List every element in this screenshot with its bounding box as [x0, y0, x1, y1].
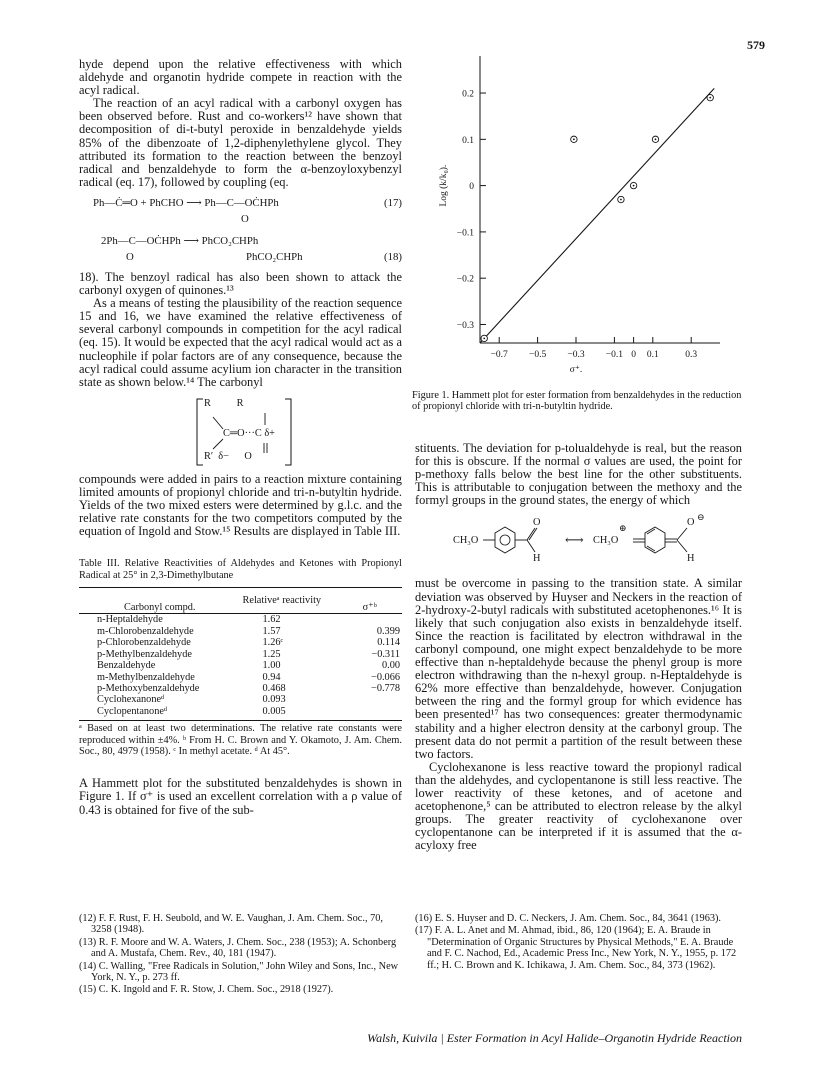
- equation-17-oxygen: [79, 213, 402, 227]
- data-point-center: [483, 337, 485, 339]
- table-cell: [337, 706, 402, 717]
- equation-number: (17): [384, 196, 402, 209]
- y-tick-label: −0.1: [456, 228, 474, 239]
- table-cell: Cyclopentanoneᵈ: [97, 705, 168, 717]
- table-cell: 0.399: [376, 625, 400, 637]
- references-right: [415, 913, 742, 972]
- table-cell: p-Methylbenzaldehyde: [97, 648, 192, 660]
- oxide-oxygen: O: [687, 517, 695, 529]
- paragraph: As a means of testing the plausibility of the reaction sequence 15 and 16, we have examined the relative effectiveness of several carbonyl compounds in competition for the acyl radical (eq. 15). It would be expected that the acyl radical would act as a nucleophile if polar factors are of any consequence, because the acyl radical could assume acylium ion character in the transition state as shown below.¹⁴ The carbonyl: [79, 296, 402, 389]
- table-cell: p-Chlorobenzaldehyde: [97, 637, 191, 649]
- table-cell: p-Methoxybenzaldehyde: [97, 682, 200, 694]
- vinyl-hydrogen: H: [687, 553, 695, 565]
- negative-charge: ⊖: [697, 512, 705, 523]
- y-tick-label: 0.1: [462, 135, 474, 146]
- equation-text: Ph—Ċ═O + PhCHO ⟶ Ph—C—OĊHPh: [93, 196, 279, 209]
- data-point-center: [633, 185, 635, 187]
- x-tick-label: 0.1: [646, 350, 659, 360]
- y-tick-label: −0.3: [456, 320, 474, 331]
- table-footnote: ᵃ Based on at least two determinations. The relative rate constants were reproduced within ±4%. ᵇ From H. C. Brown and Y. Okamoto, J. Am. Chem. Soc., 80, 4979 (1958). ᶜ In methyl acetate. ᵈ At 45°.: [79, 720, 402, 757]
- paragraph: Cyclohexanone is less reactive toward the propionyl radical than the aldehydes, and cyclopentanone is still less reactive. The lower reactivity of these ketones, and of acetone and acetophenone,⁵ can be attributed to electron release by the alkyl groups. The greater reactivity of cyclohexanone over cyclopentanone can be interpreted if it is assumed that the α-acyloxy free: [415, 759, 742, 853]
- table-cell: Cyclohexanoneᵈ: [97, 694, 165, 706]
- ts-line-3: R′ δ− O: [204, 450, 252, 462]
- data-point-center: [655, 138, 657, 140]
- paragraph: compounds were added in pairs to a reaction mixture containing limited amounts of propionyl chloride and tri-n-butyltin hydride. Yields of the two mixed esters were determined by g.l.c. and the relative rate constants for the two competitors computed by the equation of Ingold and Stow.¹⁵ Results are displayed in Table III.: [79, 471, 402, 539]
- right-column: [415, 442, 742, 852]
- table-body: [79, 614, 402, 717]
- table-cell: 0.94: [262, 671, 281, 683]
- reference: (16) E. S. Huyser and D. C. Neckers, J. Am. Chem. Soc., 84, 3641 (1963).: [415, 913, 722, 924]
- table-row: [79, 672, 402, 683]
- table-cell: 1.26ᶜ: [262, 637, 284, 649]
- left-column: [79, 58, 402, 817]
- equation-text: PhCO₂CHPh: [246, 250, 303, 263]
- equation-number: (18): [384, 250, 402, 263]
- data-point-center: [709, 97, 711, 99]
- equation-18: [79, 235, 402, 251]
- references-left: [79, 913, 402, 997]
- positive-charge: ⊕: [619, 523, 627, 534]
- resonance-right-label: CH₃O: [593, 535, 619, 547]
- y-axis-label: Log (k/k₀).: [439, 164, 449, 207]
- x-axis-label: σ⁺.: [569, 365, 583, 375]
- resonance-structures: [415, 512, 742, 569]
- table-cell: 1.57: [262, 625, 281, 637]
- figure-1: [410, 48, 745, 393]
- table-row: [79, 683, 402, 694]
- table-row: [79, 694, 402, 705]
- data-point-center: [573, 138, 575, 140]
- hammett-plot: [410, 48, 745, 388]
- x-tick-label: −0.3: [567, 350, 585, 360]
- y-tick-label: −0.2: [456, 274, 474, 285]
- page-number: 579: [747, 38, 765, 52]
- table-row: [79, 637, 402, 648]
- table-cell: −0.311: [371, 648, 400, 660]
- table-cell: 0.114: [377, 637, 400, 649]
- table-cell: 1.62: [262, 614, 281, 626]
- table-cell: 0.093: [262, 694, 286, 706]
- reference: (12) F. F. Rust, F. H. Seubold, and W. E. Vaughan, J. Am. Chem. Soc., 70, 3258 (1948).: [79, 913, 383, 936]
- reference: (17) F. A. L. Anet and M. Ahmad, ibid., 86, 120 (1964); E. A. Braude in "Determination of Organic Structures by Physical Methods," E. A. Braude and F. C. Nachod, Ed., Academic Press Inc., New York, N. Y., 1955, p. 172 ff.; H. C. Brown and K. Ichikawa, J. Am. Chem. Soc., 84, 373 (1962).: [415, 925, 737, 971]
- x-tick-label: −0.7: [490, 350, 508, 360]
- resonance-left-label: CH₃O: [453, 535, 479, 547]
- equation-17: [79, 197, 402, 213]
- paragraph: stituents. The deviation for p-tolualdehyde is real, but the reason for this is obscure. If the normal σ values are used, the point for p-methoxy falls below the best line for the other substituents. This is attributable to conjugation between the methoxy and the formyl groups in the ground states, the energy of which: [415, 441, 742, 508]
- paragraph: The reaction of an acyl radical with a carbonyl oxygen has been observed before. Rust and co-workers¹² have shown that decomposition of di-t-butyl peroxide in benzaldehyde yields 85% of the dibenzoate of 1,2-diphenylethylene glycol. They attributed its formation to the reaction between the benzoyl radical and benzaldehyde to form the α-benzoyloxybenzyl radical (eq. 17), followed by coupling (eq.: [79, 96, 402, 189]
- table-caption: Table III. Relative Reactivities of Aldehydes and Ketones with Propionyl Radical at 25° in 2,3-Dimethylbutane: [79, 558, 402, 581]
- carbonyl-oxygen: O: [533, 517, 541, 529]
- x-tick-label: −0.1: [605, 350, 624, 360]
- table-cell: n-Heptaldehyde: [97, 614, 163, 626]
- equation-text: O: [126, 250, 134, 263]
- x-tick-label: 0: [631, 350, 636, 360]
- table-cell: [337, 614, 402, 626]
- table-cell: [337, 694, 402, 705]
- table-cell: −0.778: [371, 682, 400, 694]
- x-tick-label: 0.3: [685, 350, 698, 360]
- data-point-center: [620, 199, 622, 201]
- table-cell: 1.00: [262, 660, 281, 672]
- equation-text: 2Ph—C—OĊHPh ⟶ PhCO₂CHPh: [101, 234, 259, 247]
- table-cell: 0.468: [262, 682, 286, 694]
- table-header: Carbonyl compd.: [124, 602, 196, 614]
- running-footer: Walsh, Kuivila | Ester Formation in Acyl Halide–Organotin Hydride Reaction: [367, 1031, 742, 1045]
- table-row: [79, 649, 402, 660]
- ts-line-1: R R: [204, 397, 244, 409]
- ts-line-2: C═O···C δ+: [223, 427, 275, 439]
- reactivity-table: [79, 587, 402, 717]
- table-row: [79, 660, 402, 671]
- table-row: [79, 706, 402, 717]
- table-cell: 0.005: [262, 705, 286, 717]
- table-row: [79, 614, 402, 626]
- paragraph: must be overcome in passing to the transition state. A similar deviation was observed by Huyser and Neckers in the reaction of 2-hydroxy-2-butyl radicals with substituted acetophenones.¹⁶ It is likely that such conjugation also exists in benzaldehyde itself. Since the reaction is facilitated by electron withdrawal in the carbonyl compound, one might expect benzaldehyde to be more effective than n-heptaldehyde because the phenyl group is more electron withdrawing than the n-hexyl group. n-Heptaldehyde is 62% more effective than benzaldehyde, however. Conjugation between the ring and the formyl group for which evidence has been presented¹⁷ has two consequences: greater thermodynamic stability and a higher electron density at the carbonyl group. The present data do not permit a partition of the result between these two factors.: [415, 576, 742, 761]
- reference: (15) C. K. Ingold and F. R. Stow, J. Chem. Soc., 2918 (1927).: [79, 984, 334, 996]
- table-cell: m-Chlorobenzaldehyde: [97, 625, 194, 637]
- equation-text: O: [241, 212, 249, 225]
- paragraph: 18). The benzoyl radical has also been shown to attack the carbonyl oxygen of quinones.¹³: [79, 269, 402, 298]
- reference: (13) R. F. Moore and W. A. Waters, J. Chem. Soc., 238 (1953); A. Schonberg and A. Mustafa, Chem. Rev., 40, 181 (1947).: [79, 936, 397, 960]
- paragraph: A Hammett plot for the substituted benzaldehydes is shown in Figure 1. If σ⁺ is used an excellent correlation with a ρ value of 0.43 is obtained for five of the sub-: [79, 776, 402, 817]
- resonance-arrow: ⟷: [565, 532, 584, 548]
- x-tick-label: −0.5: [528, 350, 547, 360]
- equation-18-line2: [79, 251, 402, 267]
- table-header: Relativeᵃ reactivity: [242, 595, 322, 607]
- transition-state-structure: [79, 395, 402, 469]
- table-cell: 0.00: [381, 660, 400, 672]
- table-cell: m-Methylbenzaldehyde: [97, 671, 195, 683]
- figure-caption: Figure 1. Hammett plot for ester formation from benzaldehydes in the reduction of propionyl chloride with tri-n-butyltin hydride.: [412, 390, 742, 413]
- aldehyde-hydrogen: H: [533, 553, 541, 565]
- table-header: σ⁺ᵇ: [362, 602, 377, 614]
- table-cell: −0.066: [371, 671, 400, 683]
- table-row: [79, 626, 402, 637]
- table-cell: 1.25: [262, 648, 281, 660]
- reference: (14) C. Walling, "Free Radicals in Solution," John Wiley and Sons, Inc., New York, N. Y., p. 273 ff.: [79, 960, 399, 984]
- paragraph: hyde depend upon the relative effectiveness with which aldehyde and organotin hydride compete in reaction with the acyl radical.: [79, 57, 402, 98]
- regression-line: [480, 88, 714, 343]
- y-tick-label: 0: [469, 182, 474, 193]
- table-cell: Benzaldehyde: [97, 660, 156, 672]
- y-tick-label: 0.2: [462, 89, 474, 100]
